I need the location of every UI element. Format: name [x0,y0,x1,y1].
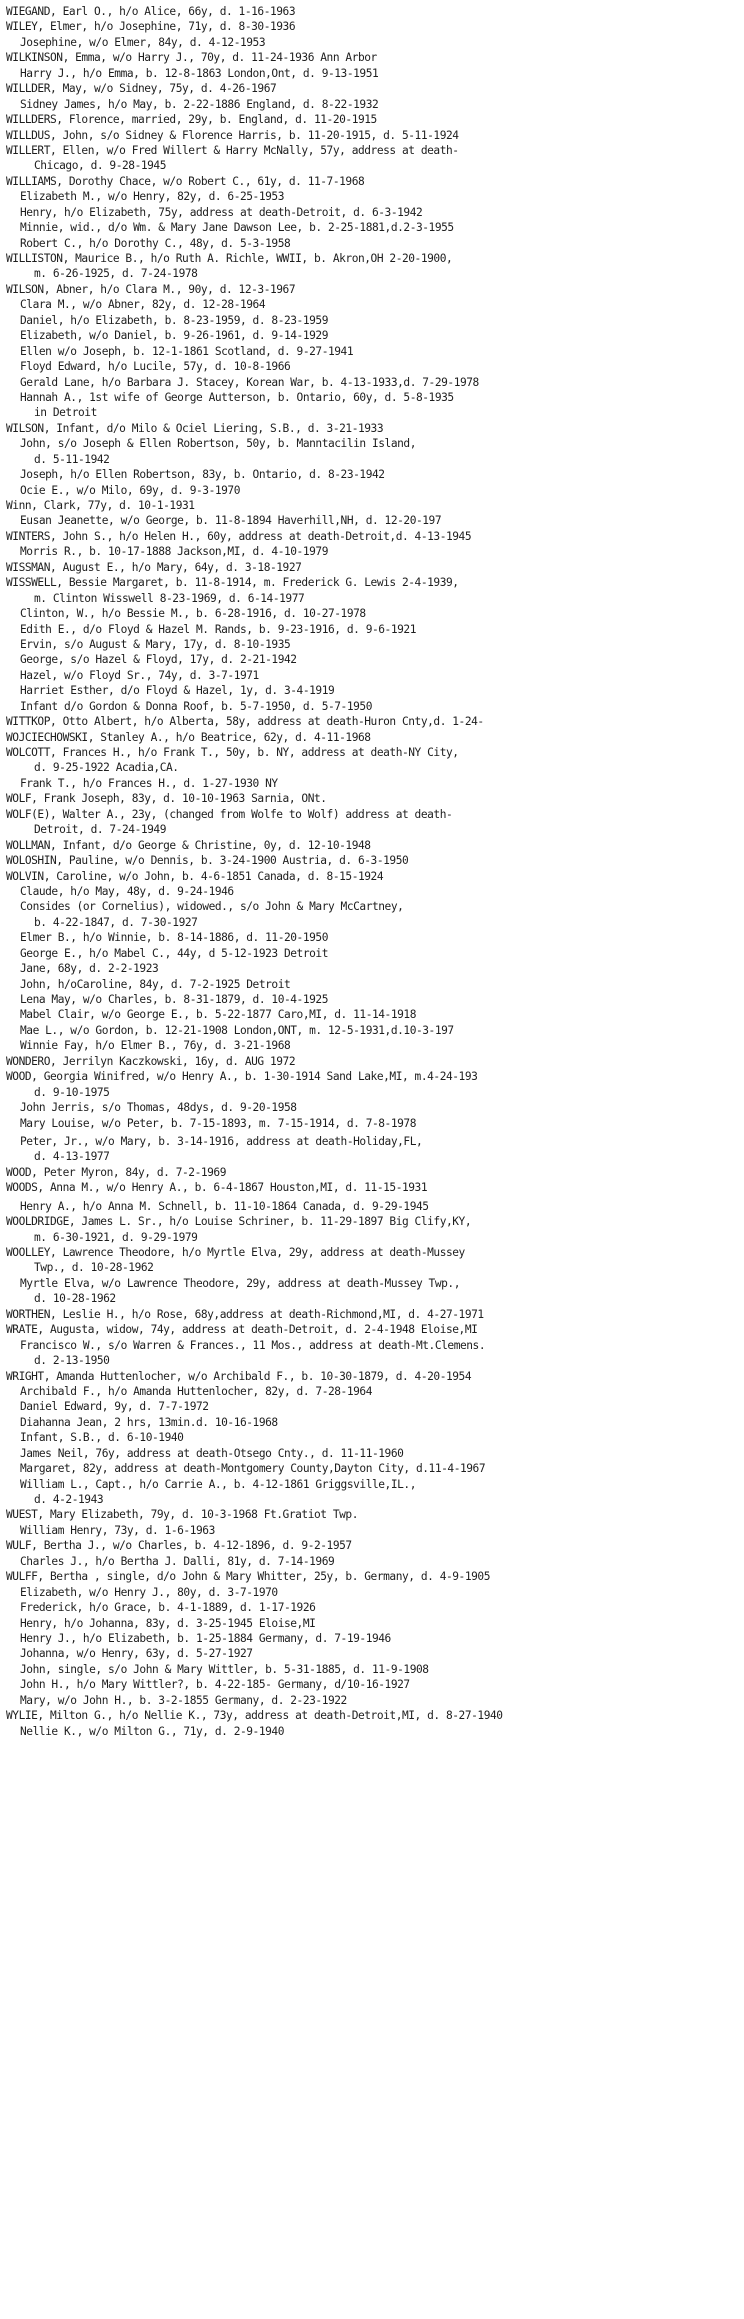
register-line: Daniel Edward, 9y, d. 7-7-1972 [20,1400,209,1414]
register-line: d. 9-25-1922 Acadia,CA. [34,761,179,775]
register-line: George, s/o Hazel & Floyd, 17y, d. 2-21-1942 [20,653,297,667]
register-line: Elizabeth, w/o Daniel, b. 9-26-1961, d. 9-14-1929 [20,329,328,343]
register-line: WOODS, Anna M., w/o Henry A., b. 6-4-1867 Houston,MI, d. 11-15-1931 [6,1181,428,1195]
register-line: Clinton, W., h/o Bessie M., b. 6-28-1916, d. 10-27-1978 [20,607,366,621]
register-line: John H., h/o Mary Wittler?, b. 4-22-185- Germany, d/10-16-1927 [20,1678,410,1692]
register-line: Winn, Clark, 77y, d. 10-1-1931 [6,499,195,512]
register-line: Mary Louise, w/o Peter, b. 7-15-1893, m. 7-15-1914, d. 7-8-1978 [20,1116,416,1130]
register-line: WILSON, Infant, d/o Milo & Ociel Liering, S.B., d. 3-21-1933 [6,421,384,435]
register-line: Harry J., h/o Emma, b. 12-8-1863 London,Ont, d. 9-13-1951 [20,66,379,80]
register-line: Margaret, 82y, address at death-Montgomery County,Dayton City, d.11-4-1967 [20,1462,486,1476]
register-line: WILSON, Abner, h/o Clara M., 90y, d. 12-3-1967 [6,282,296,296]
register-line: Edith E., d/o Floyd & Hazel M. Rands, b. 9-23-1916, d. 9-6-1921 [20,622,416,636]
register-line: WUEST, Mary Elizabeth, 79y, d. 10-3-1968 Ft.Gratiot Twp. [6,1508,358,1522]
register-line: Ervin, s/o August & Mary, 17y, d. 8-10-1935 [20,637,291,651]
register-line: WOOD, Peter Myron, 84y, d. 7-2-1969 [6,1165,226,1179]
register-line: WILEY, Elmer, h/o Josephine, 71y, d. 8-30-1936 [6,20,296,34]
register-line: Twp., d. 10-28-1962 [34,1261,154,1275]
register-line: Nellie K., w/o Milton G., 71y, d. 2-9-1940 [20,1724,284,1738]
register-line: Eusan Jeanette, w/o George, b. 11-8-1894 Haverhill,NH, d. 12-20-197 [20,514,442,528]
register-line: Chicago, d. 9-28-1945 [34,159,166,173]
register-line: Mabel Clair, w/o George E., b. 5-22-1877 Caro,MI, d. 11-14-1918 [20,1008,416,1022]
register-line: WULF, Bertha J., w/o Charles, b. 4-12-1896, d. 9-2-1957 [6,1539,352,1553]
register-line: James Neil, 76y, address at death-Otsego Cnty., d. 11-11-1960 [20,1446,404,1460]
register-line: d. 10-28-1962 [34,1292,116,1306]
register-line: Claude, h/o May, 48y, d. 9-24-1946 [20,884,234,898]
register-line: WYLIE, Milton G., h/o Nellie K., 73y, address at death-Detroit,MI, d. 8-27-1940 [6,1709,503,1723]
register-line: d. 4-13-1977 [34,1150,110,1164]
register-line: Ellen w/o Joseph, b. 12-1-1861 Scotland, d. 9-27-1941 [20,344,354,358]
register-line: Consides (or Cornelius), widowed., s/o John & Mary McCartney, [20,900,404,914]
register-line: John, single, s/o John & Mary Wittler, b. 5-31-1885, d. 11-9-1908 [20,1662,429,1676]
register-line: George E., h/o Mabel C., 44y, d 5-12-1923 Detroit [20,946,328,960]
register-line: Jane, 68y, d. 2-2-1923 [20,962,159,976]
register-line: WOLVIN, Caroline, w/o John, b. 4-6-1851 Canada, d. 8-15-1924 [6,869,384,883]
register-line: d. 5-11-1942 [34,452,110,466]
register-line: d. 4-2-1943 [34,1493,104,1506]
register-line: Frank T., h/o Frances H., d. 1-27-1930 NY [20,776,278,790]
register-line: William L., Capt., h/o Carrie A., b. 4-12-1861 Griggsville,IL., [20,1477,416,1491]
register-line: WOLF(E), Walter A., 23y, (changed from Wolfe to Wolf) address at death- [6,807,453,821]
register-line: in Detroit [34,406,97,420]
register-line: Mary, w/o John H., b. 3-2-1855 Germany, d. 2-23-1922 [20,1693,347,1707]
register-line: WILLIAMS, Dorothy Chace, w/o Robert C., 61y, d. 11-7-1968 [6,174,365,188]
register-line: Sidney James, h/o May, b. 2-22-1886 England, d. 8-22-1932 [20,97,379,111]
register-line: Minnie, wid., d/o Wm. & Mary Jane Dawson Lee, b. 2-25-1881,d.2-3-1955 [20,221,454,235]
register-line: d. 9-10-1975 [34,1085,110,1099]
register-line: WISSWELL, Bessie Margaret, b. 11-8-1914, m. Frederick G. Lewis 2-4-1939, [6,576,459,590]
register-line: Hannah A., 1st wife of George Autterson, b. Ontario, 60y, d. 5-8-1935 [20,390,454,404]
register-line: Johanna, w/o Henry, 63y, d. 5-27-1927 [20,1647,253,1661]
register-line: Diahanna Jean, 2 hrs, 13min.d. 10-16-1968 [20,1415,278,1429]
register-line: Infant d/o Gordon & Donna Roof, b. 5-7-1950, d. 5-7-1950 [20,699,372,713]
register-line: WOOD, Georgia Winifred, w/o Henry A., b. 1-30-1914 Sand Lake,MI, m.4-24-193 [6,1070,478,1084]
register-line: WILLERT, Ellen, w/o Fred Willert & Harry McNally, 57y, address at death- [6,143,459,157]
register-line: Joseph, h/o Ellen Robertson, 83y, b. Ontario, d. 8-23-1942 [20,468,385,482]
register-line: Elizabeth, w/o Henry J., 80y, d. 3-7-1970 [20,1585,278,1599]
register-line: WRATE, Augusta, widow, 74y, address at death-Detroit, d. 2-4-1948 Eloise,MI [6,1323,478,1337]
register-line: WRIGHT, Amanda Huttenlocher, w/o Archibald F., b. 10-30-1879, d. 4-20-1954 [6,1369,472,1383]
register-line: WISSMAN, August E., h/o Mary, 64y, d. 3-18-1927 [6,560,302,574]
register-line: Lena May, w/o Charles, b. 8-31-1879, d. 10-4-1925 [20,993,328,1006]
register-line: m. Clinton Wisswell 8-23-1969, d. 6-14-1977 [34,591,305,605]
register-line: WOLOSHIN, Pauline, w/o Dennis, b. 3-24-1900 Austria, d. 6-3-1950 [6,854,409,868]
register-line: WOLCOTT, Frances H., h/o Frank T., 50y, b. NY, address at death-NY City, [6,746,459,759]
register-line: John Jerris, s/o Thomas, 48dys, d. 9-20-1958 [20,1101,297,1115]
register-line: Detroit, d. 7-24-1949 [34,823,166,837]
register-line: WOLLMAN, Infant, d/o George & Christine, 0y, d. 12-10-1948 [6,838,371,852]
register-line: Hazel, w/o Floyd Sr., 74y, d. 3-7-1971 [20,668,259,682]
register-line: WITTKOP, Otto Albert, h/o Alberta, 58y, address at death-Huron Cnty,d. 1-24- [6,715,484,729]
register-line: Henry J., h/o Elizabeth, b. 1-25-1884 Germany, d. 7-19-1946 [20,1631,391,1645]
register-line: Harriet Esther, d/o Floyd & Hazel, 1y, d. 3-4-1919 [20,684,335,698]
register-line: WOOLDRIDGE, James L. Sr., h/o Louise Schriner, b. 11-29-1897 Big Clify,KY, [6,1215,472,1229]
register-line: Elmer B., h/o Winnie, b. 8-14-1886, d. 11-20-1950 [20,931,328,945]
register-line: WOJCIECHOWSKI, Stanley A., h/o Beatrice, 62y, d. 4-11-1968 [6,730,371,744]
register-line: m. 6-30-1921, d. 9-29-1979 [34,1230,198,1244]
register-line: WINTERS, John S., h/o Helen H., 60y, address at death-Detroit,d. 4-13-1945 [6,529,472,543]
register-line: Henry, h/o Johanna, 83y, d. 3-25-1945 Eloise,MI [20,1616,316,1630]
register-line: Frederick, h/o Grace, b. 4-1-1889, d. 1-17-1926 [20,1601,316,1615]
register-line: WIEGAND, Earl O., h/o Alice, 66y, d. 1-16-1963 [6,5,296,18]
register-line: Gerald Lane, h/o Barbara J. Stacey, Korean War, b. 4-13-1933,d. 7-29-1978 [20,375,479,389]
register-line: John, h/oCaroline, 84y, d. 7-2-1925 Detroit [20,977,291,991]
register-line: Peter, Jr., w/o Mary, b. 3-14-1916, address at death-Holiday,FL, [20,1134,423,1148]
register-line: b. 4-22-1847, d. 7-30-1927 [34,915,198,929]
register-line: WORTHEN, Leslie H., h/o Rose, 68y,address at death-Richmond,MI, d. 4-27-1971 [6,1307,484,1321]
register-line: Henry, h/o Elizabeth, 75y, address at death-Detroit, d. 6-3-1942 [20,205,423,219]
register-line: Elizabeth M., w/o Henry, 82y, d. 6-25-1953 [20,190,284,204]
register-line: Mae L., w/o Gordon, b. 12-21-1908 London,ONT, m. 12-5-1931,d.10-3-197 [20,1023,454,1037]
register-line: Clara M., w/o Abner, 82y, d. 12-28-1964 [20,298,266,312]
register-line: WONDERO, Jerrilyn Kaczkowski, 16y, d. AUG 1972 [6,1054,296,1068]
register-line: WOOLLEY, Lawrence Theodore, h/o Myrtle Elva, 29y, address at death-Mussey [6,1246,465,1259]
register-line: m. 6-26-1925, d. 7-24-1978 [34,267,198,281]
register-line: Charles J., h/o Bertha J. Dalli, 81y, d. 7-14-1969 [20,1554,335,1568]
register-line: Winnie Fay, h/o Elmer B., 76y, d. 3-21-1968 [20,1039,291,1053]
register-line: WILLDUS, John, s/o Sidney & Florence Harris, b. 11-20-1915, d. 5-11-1924 [6,128,459,142]
register-line: Archibald F., h/o Amanda Huttenlocher, 82y, d. 7-28-1964 [20,1384,372,1398]
register-line: Daniel, h/o Elizabeth, b. 8-23-1959, d. 8-23-1959 [20,313,328,327]
register-line: WOLF, Frank Joseph, 83y, d. 10-10-1963 Sarnia, ONt. [6,792,327,806]
register-line: d. 2-13-1950 [34,1354,110,1368]
register-line: Infant, S.B., d. 6-10-1940 [20,1431,184,1445]
register-line: William Henry, 73y, d. 1-6-1963 [20,1523,215,1537]
register-line: WILKINSON, Emma, w/o Harry J., 70y, d. 11-24-1936 Ann Arbor [6,51,377,65]
register-line: WILLISTON, Maurice B., h/o Ruth A. Richle, WWII, b. Akron,OH 2-20-1900, [6,252,453,265]
register-line: WILLDER, May, w/o Sidney, 75y, d. 4-26-1967 [6,82,277,96]
register-line: Henry A., h/o Anna M. Schnell, b. 11-10-1864 Canada, d. 9-29-1945 [20,1199,429,1213]
register-line: Francisco W., s/o Warren & Frances., 11 Mos., address at death-Mt.Clemens. [20,1338,486,1352]
register-line: WILLDERS, Florence, married, 29y, b. England, d. 11-20-1915 [6,113,377,127]
register-line: Robert C., h/o Dorothy C., 48y, d. 5-3-1958 [20,236,291,250]
register-line: Myrtle Elva, w/o Lawrence Theodore, 29y, address at death-Mussey Twp., [20,1276,460,1290]
register-line: WULFF, Bertha , single, d/o John & Mary Whitter, 25y, b. Germany, d. 4-9-1905 [6,1570,490,1584]
register-line: John, s/o Joseph & Ellen Robertson, 50y, b. Manntacilin Island, [20,437,416,451]
document-page [6,4,742,2314]
register-line: Josephine, w/o Elmer, 84y, d. 4-12-1953 [20,35,266,49]
register-line: Morris R., b. 10-17-1888 Jackson,MI, d. 4-10-1979 [20,545,328,559]
register-line: Ocie E., w/o Milo, 69y, d. 9-3-1970 [20,483,240,497]
register-line: Floyd Edward, h/o Lucile, 57y, d. 10-8-1966 [20,360,291,374]
